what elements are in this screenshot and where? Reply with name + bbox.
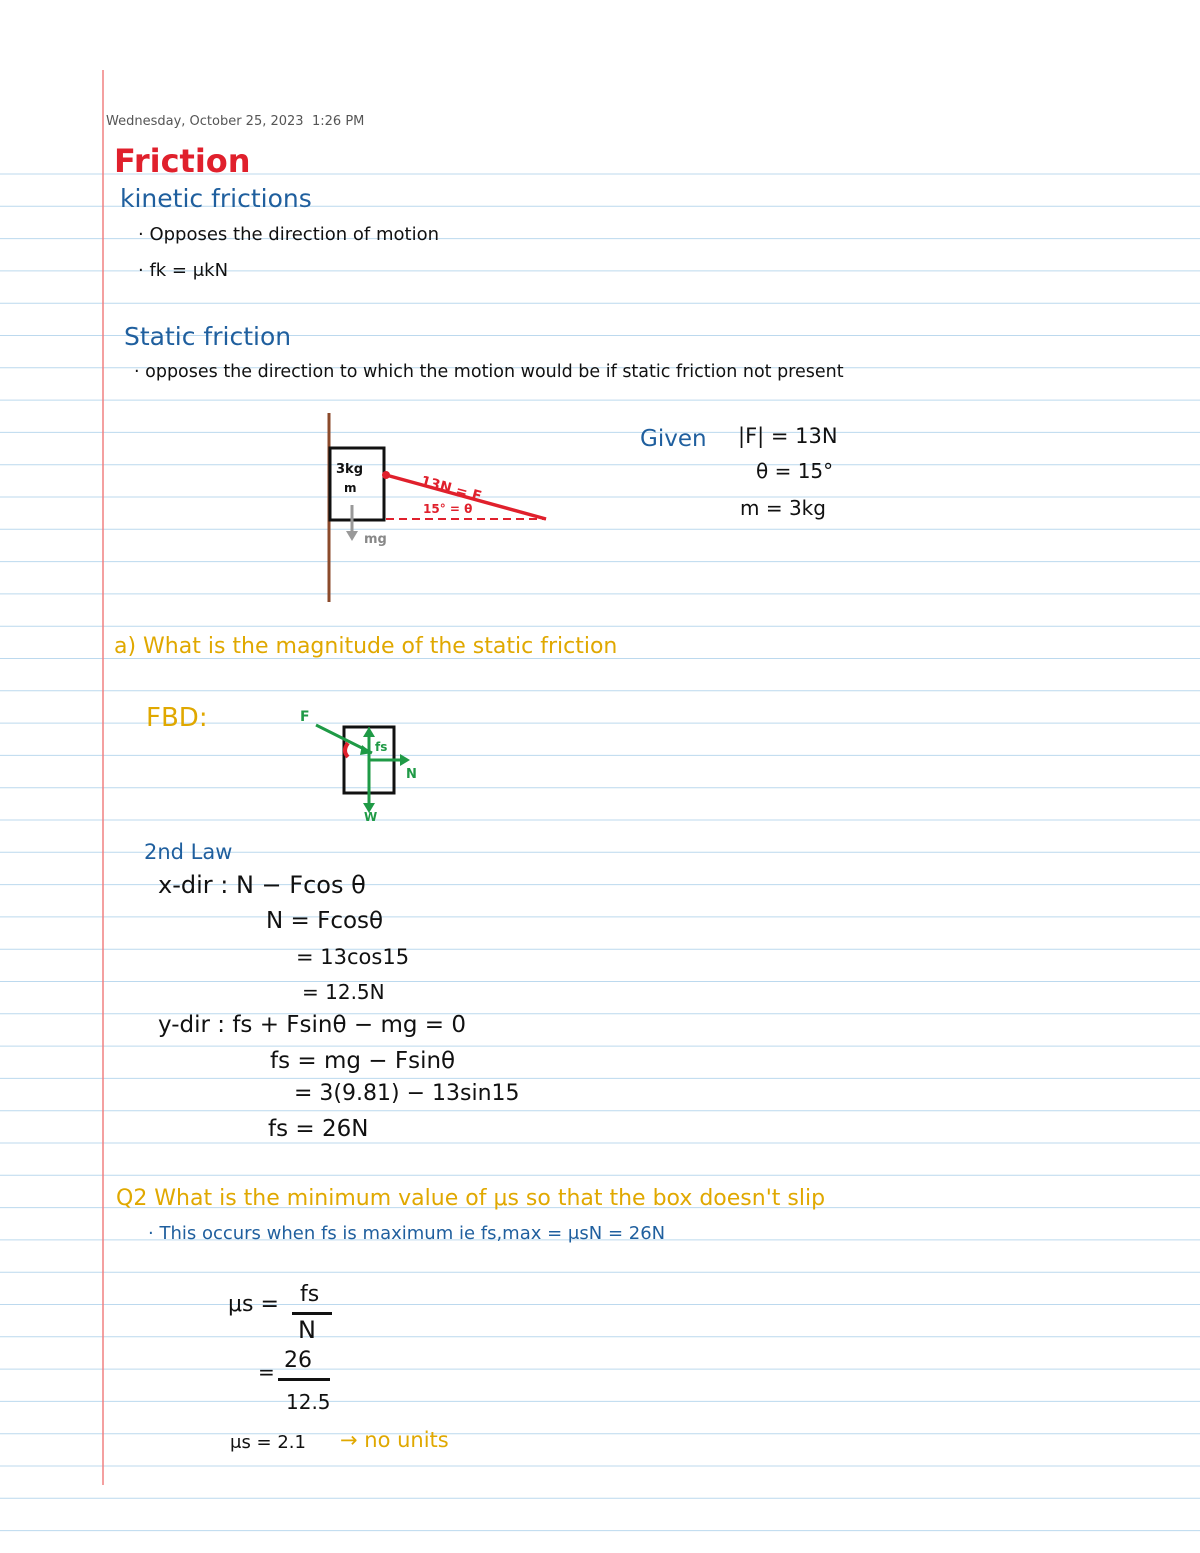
- mu-lhs-1: μs =: [228, 1292, 279, 1317]
- xdir-line-3: = 13cos15: [296, 945, 410, 969]
- mu-numerator-1: fs: [300, 1282, 320, 1307]
- box-label-mass: 3kg: [336, 462, 363, 477]
- fbd-n-label: N: [406, 767, 417, 782]
- page-title: Friction: [114, 142, 251, 180]
- xdir-line-4: = 12.5N: [302, 980, 385, 1004]
- angle-label: 15° = θ: [423, 502, 473, 516]
- box-label-m: m: [344, 481, 357, 495]
- fbd-w-label: W: [364, 810, 378, 824]
- kinetic-bullet-1: · Opposes the direction of motion: [138, 224, 439, 245]
- force-label: 13N = F: [418, 473, 484, 505]
- ydir-line-3: = 3(9.81) − 13sin15: [294, 1081, 520, 1106]
- ydir-line-4: fs = 26N: [268, 1116, 369, 1142]
- box: [330, 448, 384, 520]
- given-mass: m = 3kg: [740, 496, 826, 520]
- mu-lhs-2: =: [258, 1360, 275, 1384]
- fbd-angle-arc: [345, 743, 348, 757]
- xdir-line-1: x-dir : N − Fcos θ: [158, 871, 366, 899]
- fbd-fs-label: fs: [375, 740, 388, 754]
- wall-box-diagram: [300, 405, 580, 610]
- fbd-label: FBD:: [146, 703, 208, 733]
- xdir-line-2: N = Fcosθ: [266, 908, 384, 934]
- fbd-f-label: F: [300, 709, 310, 725]
- weight-arrow-head: [346, 531, 358, 541]
- note-date: Wednesday, October 25, 2023: [106, 114, 304, 129]
- question-2: Q2 What is the minimum value of μs so that the box doesn't slip: [116, 1186, 826, 1211]
- question-a: a) What is the magnitude of the static friction: [114, 634, 618, 659]
- weight-label: mg: [364, 532, 387, 547]
- mu-denominator-1: N: [298, 1316, 316, 1344]
- mu-fraction-bar-2: [278, 1378, 330, 1381]
- fbd-normal-head: [400, 754, 410, 766]
- mu-numerator-2: 26: [284, 1348, 312, 1373]
- mu-note: → no units: [340, 1428, 449, 1452]
- second-law-heading: 2nd Law: [144, 840, 233, 864]
- static-bullet: · opposes the direction to which the motion would be if static friction not present: [134, 362, 844, 382]
- kinetic-bullet-2: · fk = μkN: [138, 260, 229, 281]
- kinetic-heading: kinetic frictions: [120, 184, 312, 213]
- note-time: 1:26 PM: [312, 114, 365, 129]
- given-force: |F| = 13N: [738, 424, 838, 448]
- mu-fraction-bar-1: [292, 1312, 332, 1315]
- force-origin-dot: [382, 471, 390, 479]
- mu-result: μs = 2.1: [230, 1432, 306, 1453]
- static-heading: Static friction: [124, 322, 292, 351]
- free-body-diagram: [290, 695, 440, 825]
- given-angle: θ = 15°: [756, 459, 834, 483]
- q2-note: · This occurs when fs is maximum ie fs,max = μsN = 26N: [148, 1223, 666, 1244]
- given-label: Given: [640, 426, 707, 452]
- ydir-line-2: fs = mg − Fsinθ: [270, 1048, 456, 1074]
- ydir-line-1: y-dir : fs + Fsinθ − mg = 0: [158, 1012, 466, 1038]
- mu-denominator-2: 12.5: [286, 1390, 331, 1414]
